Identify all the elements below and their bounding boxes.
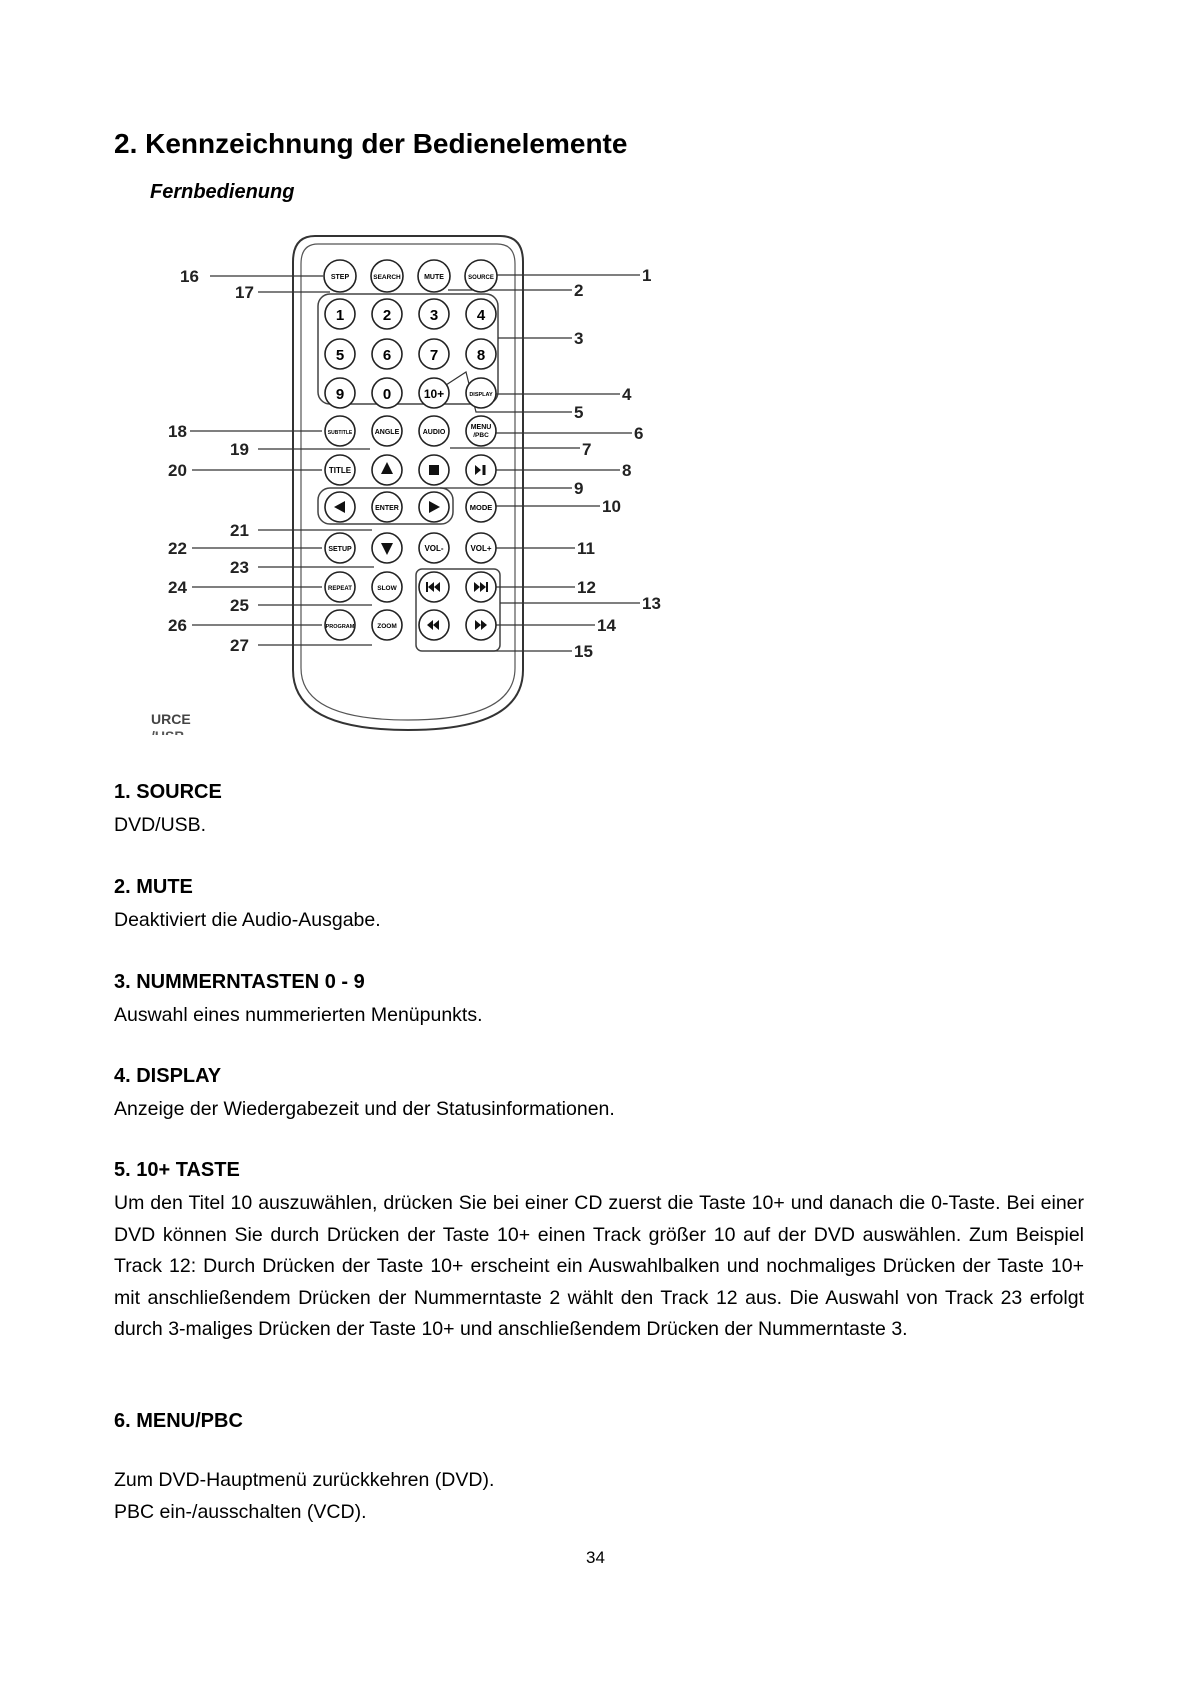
callout-lines xyxy=(190,275,640,651)
section-heading: 4. DISPLAY xyxy=(114,1065,222,1087)
callout-8: 8 xyxy=(622,461,632,480)
number-key-3[interactable] xyxy=(419,299,449,329)
callout-19: 19 xyxy=(230,440,249,459)
vol-plus-button[interactable] xyxy=(466,533,496,563)
number-key-2[interactable] xyxy=(372,299,402,329)
section-mute xyxy=(114,875,1084,937)
section-body: Deaktiviert die Audio-Ausgabe. xyxy=(114,909,381,931)
number-key-0[interactable] xyxy=(372,378,402,408)
section-heading: 5. 10+ TASTE xyxy=(114,1159,240,1181)
display-button[interactable] xyxy=(466,378,496,408)
callout-9: 9 xyxy=(574,479,584,498)
svg-text:2: 2 xyxy=(382,307,392,324)
svg-text:8: 8 xyxy=(476,347,486,364)
number-key-9[interactable] xyxy=(325,378,355,408)
callout-1: 1 xyxy=(642,266,652,285)
audio-button[interactable] xyxy=(419,416,449,446)
svg-text:SEARCH: SEARCH xyxy=(373,274,401,281)
callout-22: 22 xyxy=(168,539,187,558)
svg-text:SLOW: SLOW xyxy=(377,585,397,592)
subtitle-button[interactable] xyxy=(325,416,355,446)
fast-rewind-button[interactable] xyxy=(419,610,449,640)
svg-text:MODE: MODE xyxy=(469,503,493,512)
page-number: 34 xyxy=(586,1548,605,1567)
svg-text:3: 3 xyxy=(429,307,439,324)
svg-text:MUTE: MUTE xyxy=(424,274,444,281)
callout-24: 24 xyxy=(168,578,187,597)
remote-control-figure xyxy=(0,0,1191,760)
angle-button[interactable] xyxy=(372,416,402,446)
section-number-keys xyxy=(114,970,1084,1032)
step-button[interactable] xyxy=(324,260,356,292)
section-heading: 2. MUTE xyxy=(114,876,193,898)
svg-text:0: 0 xyxy=(382,386,392,403)
svg-text:STEP: STEP xyxy=(330,274,350,281)
svg-text:ENTER: ENTER xyxy=(375,505,399,512)
number-key-5[interactable] xyxy=(325,339,355,369)
callout-16: 16 xyxy=(180,267,199,286)
vol-minus-button[interactable] xyxy=(419,533,449,563)
callout-13: 13 xyxy=(642,594,661,613)
number-key-8[interactable] xyxy=(466,339,496,369)
mode-button[interactable] xyxy=(466,492,496,522)
section-body: Auswahl eines nummerierten Menüpunkts. xyxy=(114,1004,483,1026)
svg-text:5: 5 xyxy=(335,347,345,364)
callout-6: 6 xyxy=(634,424,644,443)
svg-text:MENU: MENU xyxy=(470,424,492,431)
stop-button[interactable] xyxy=(419,455,449,485)
callout-17: 17 xyxy=(235,283,254,302)
callout-2: 2 xyxy=(574,281,584,300)
section-heading: 6. MENU/PBC xyxy=(114,1410,243,1432)
svg-text:SOURCE: SOURCE xyxy=(468,275,494,281)
svg-text:PROGRAM: PROGRAM xyxy=(325,624,355,630)
fast-forward-button[interactable] xyxy=(466,610,496,640)
callout-14: 14 xyxy=(597,616,616,635)
mute-button[interactable] xyxy=(418,260,450,292)
callout-27: 27 xyxy=(230,636,249,655)
stray-label-clip xyxy=(140,735,200,755)
svg-text:ANGLE: ANGLE xyxy=(374,429,400,436)
section-body-line-2: PBC ein-/ausschalten (VCD). xyxy=(114,1500,367,1523)
callout-7: 7 xyxy=(582,440,592,459)
svg-text:9: 9 xyxy=(335,386,345,403)
setup-button[interactable] xyxy=(325,533,355,563)
repeat-button[interactable] xyxy=(325,572,355,602)
right-arrow-button[interactable] xyxy=(419,492,449,522)
menu-pbc-button[interactable] xyxy=(466,416,496,446)
number-key-7[interactable] xyxy=(419,339,449,369)
stray-label-urce: URCE xyxy=(151,711,191,727)
svg-text:SETUP: SETUP xyxy=(328,546,352,553)
svg-text:TITLE: TITLE xyxy=(328,466,352,475)
pause-bar-icon xyxy=(483,465,486,475)
section-heading: 1. SOURCE xyxy=(114,781,222,803)
svg-text:REPEAT: REPEAT xyxy=(328,586,352,592)
search-button[interactable] xyxy=(371,260,403,292)
callout-21: 21 xyxy=(230,521,249,540)
ten-plus-button[interactable] xyxy=(419,378,449,408)
svg-text:6: 6 xyxy=(382,347,392,364)
section-ten-plus xyxy=(114,1158,1084,1346)
callout-25: 25 xyxy=(230,596,249,615)
up-arrow-button[interactable] xyxy=(372,455,402,485)
svg-text:DISPLAY: DISPLAY xyxy=(469,392,493,398)
callout-11: 11 xyxy=(577,539,595,558)
callout-18: 18 xyxy=(168,422,187,441)
section-body-line-1: Zum DVD-Hauptmenü zurückkehren (DVD). xyxy=(114,1469,495,1491)
slow-button[interactable] xyxy=(372,572,402,602)
svg-text:4: 4 xyxy=(476,307,486,324)
section-body: Um den Titel 10 auszuwählen, drücken Sie bei einer CD zuerst die Taste 10+ und danach die 0-Taste. Bei einer DVD können Sie durch Drücken der Taste 10+ einen Track größer 10 auf der DVD auswählen. Zum Beispiel Track 12: Durch Drücken der Taste 10+ erscheint ein Auswahlbalken und nochmaliges Drücken der Taste 10+ mit anschließendem Drücken der Nummerntaste 2 wählt den Track 12 aus. Die Auswahl von Track 23 erfolgt durch 3-maliges Drücken der Taste 10+ und anschließendem Drücken der Nummerntaste 3. xyxy=(114,1192,1084,1341)
source-button[interactable] xyxy=(465,260,497,292)
callout-20: 20 xyxy=(168,461,187,480)
number-key-1[interactable] xyxy=(325,299,355,329)
callout-26: 26 xyxy=(168,616,187,635)
section-body: Anzeige der Wiedergabezeit und der Statusinformationen. xyxy=(114,1098,615,1120)
section-source xyxy=(114,780,1084,842)
section-display xyxy=(114,1064,1084,1126)
callout-4: 4 xyxy=(622,385,632,404)
enter-button[interactable] xyxy=(372,492,402,522)
left-arrow-button[interactable] xyxy=(325,492,355,522)
title-button[interactable] xyxy=(325,455,355,485)
callout-12: 12 xyxy=(577,578,596,597)
svg-text:/PBC: /PBC xyxy=(473,432,489,439)
page-subtitle: Fernbedienung xyxy=(150,181,295,203)
svg-text:7: 7 xyxy=(429,347,439,364)
callout-15: 15 xyxy=(574,642,593,661)
number-key-6[interactable] xyxy=(372,339,402,369)
stop-square-icon xyxy=(429,465,439,475)
svg-text:SUBTITLE: SUBTITLE xyxy=(327,430,353,436)
callout-23: 23 xyxy=(230,558,249,577)
next-track-button[interactable] xyxy=(466,572,496,602)
zoom-button[interactable] xyxy=(372,610,402,640)
section-menu-pbc xyxy=(114,1409,1084,1528)
callout-3: 3 xyxy=(574,329,584,348)
svg-text:VOL+: VOL+ xyxy=(470,544,492,553)
svg-text:VOL-: VOL- xyxy=(424,544,444,553)
play-pause-button[interactable] xyxy=(466,455,496,485)
svg-text:ZOOM: ZOOM xyxy=(377,623,397,630)
svg-text:AUDIO: AUDIO xyxy=(422,429,446,436)
previous-track-button[interactable] xyxy=(419,572,449,602)
callout-5: 5 xyxy=(574,403,584,422)
callout-numbers xyxy=(168,266,661,661)
page-title: 2. Kennzeichnung der Bedienelemente xyxy=(114,128,628,159)
number-key-4[interactable] xyxy=(466,299,496,329)
svg-text:10+: 10+ xyxy=(423,387,445,401)
down-arrow-button[interactable] xyxy=(372,533,402,563)
callout-10: 10 xyxy=(602,497,621,516)
svg-text:1: 1 xyxy=(335,307,345,324)
program-button[interactable] xyxy=(325,610,355,640)
section-heading: 3. NUMMERNTASTEN 0 - 9 xyxy=(114,971,365,993)
section-body: DVD/USB. xyxy=(114,814,207,836)
